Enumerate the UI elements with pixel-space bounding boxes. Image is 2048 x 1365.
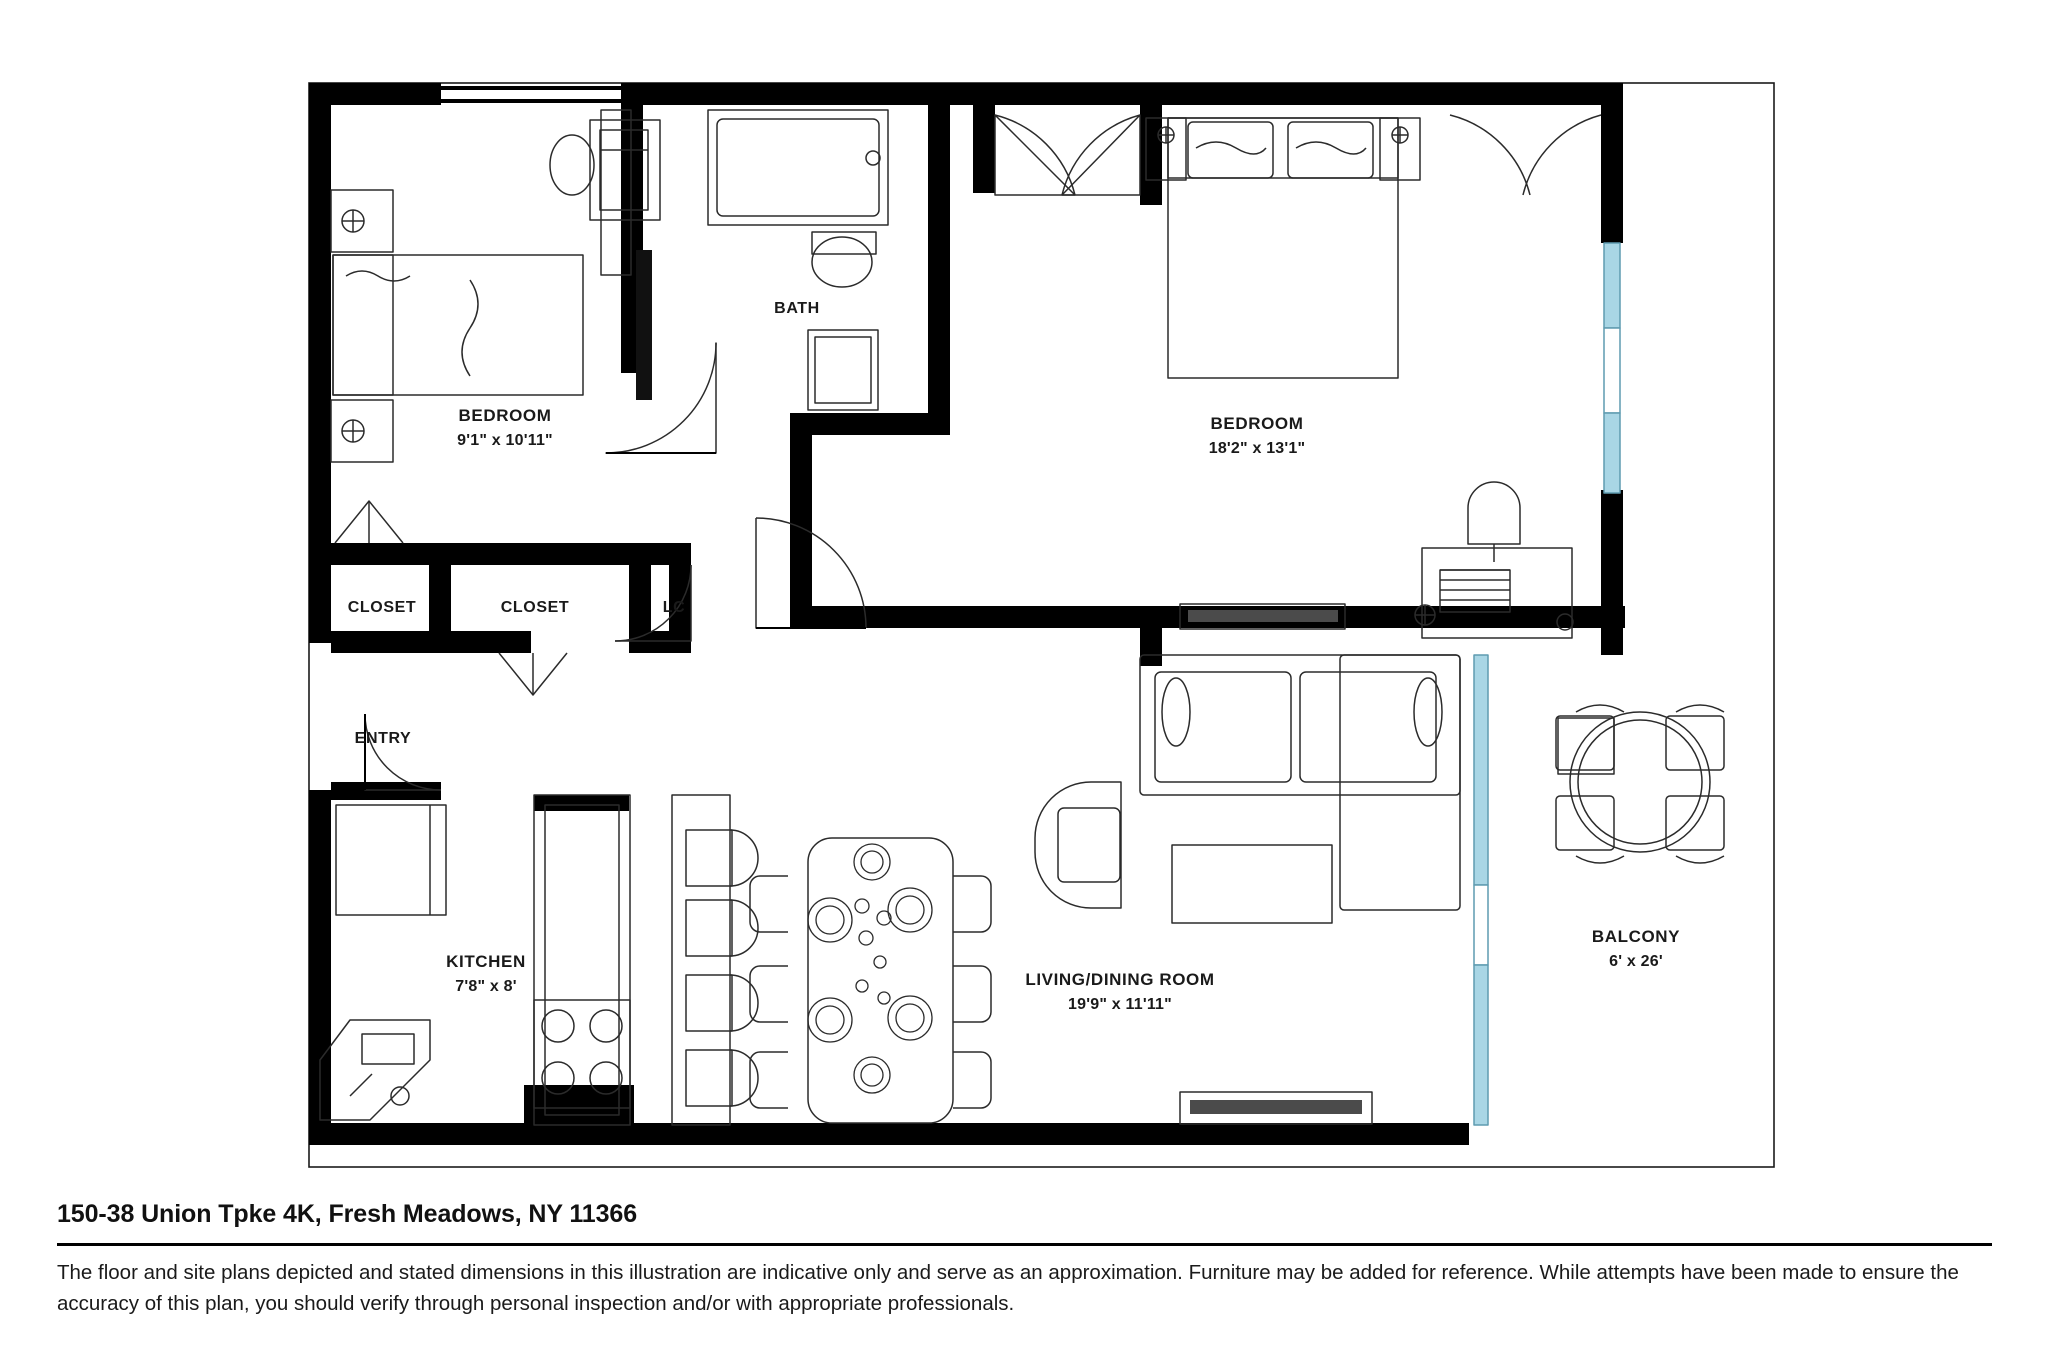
- property-address: 150-38 Union Tpke 4K, Fresh Meadows, NY 11366: [57, 1200, 637, 1228]
- room-dimensions: 9'1" x 10'11": [457, 431, 553, 449]
- room-dimensions: 7'8" x 8': [455, 977, 517, 995]
- room-dimensions: 6' x 26': [1609, 952, 1663, 970]
- disclaimer-text: The floor and site plans depicted and stated dimensions in this illustration are indicative only and serve as an approximation. Furniture may be added for reference. While attempts have been made to ensure the accuracy of this plan, you should verify through personal inspection and/or with appropriate professionals.: [57, 1261, 1959, 1315]
- room-label-bedroom-large: [1209, 412, 1306, 460]
- room-name: LC: [662, 599, 686, 616]
- room-name: KITCHEN: [446, 952, 526, 971]
- room-name: BEDROOM: [458, 406, 552, 425]
- room-label-closet-center: [501, 596, 570, 619]
- room-dimensions: 18'2" x 13'1": [1208, 439, 1306, 457]
- room-label-kitchen: [446, 950, 526, 998]
- room-name: LIVING/DINING ROOM: [1025, 970, 1215, 989]
- room-name: CLOSET: [500, 599, 570, 616]
- room-name: ENTRY: [354, 730, 412, 747]
- room-label-living-dining: [1025, 968, 1214, 1016]
- room-name: BALCONY: [1591, 927, 1681, 946]
- room-label-closet-left: [348, 596, 417, 619]
- room-name: BATH: [774, 300, 820, 317]
- room-dimensions: 19'9" x 11'11": [1068, 995, 1172, 1013]
- room-label-entry: [355, 727, 412, 750]
- room-label-bedroom-small: [457, 404, 553, 452]
- footer: [0, 1180, 2048, 1365]
- room-label-balcony: [1592, 925, 1680, 973]
- room-name: CLOSET: [347, 599, 417, 616]
- room-label-linen-closet: [663, 596, 686, 619]
- room-label-bath: [774, 297, 820, 320]
- room-name: BEDROOM: [1210, 414, 1304, 433]
- footer-divider: [57, 1243, 1992, 1246]
